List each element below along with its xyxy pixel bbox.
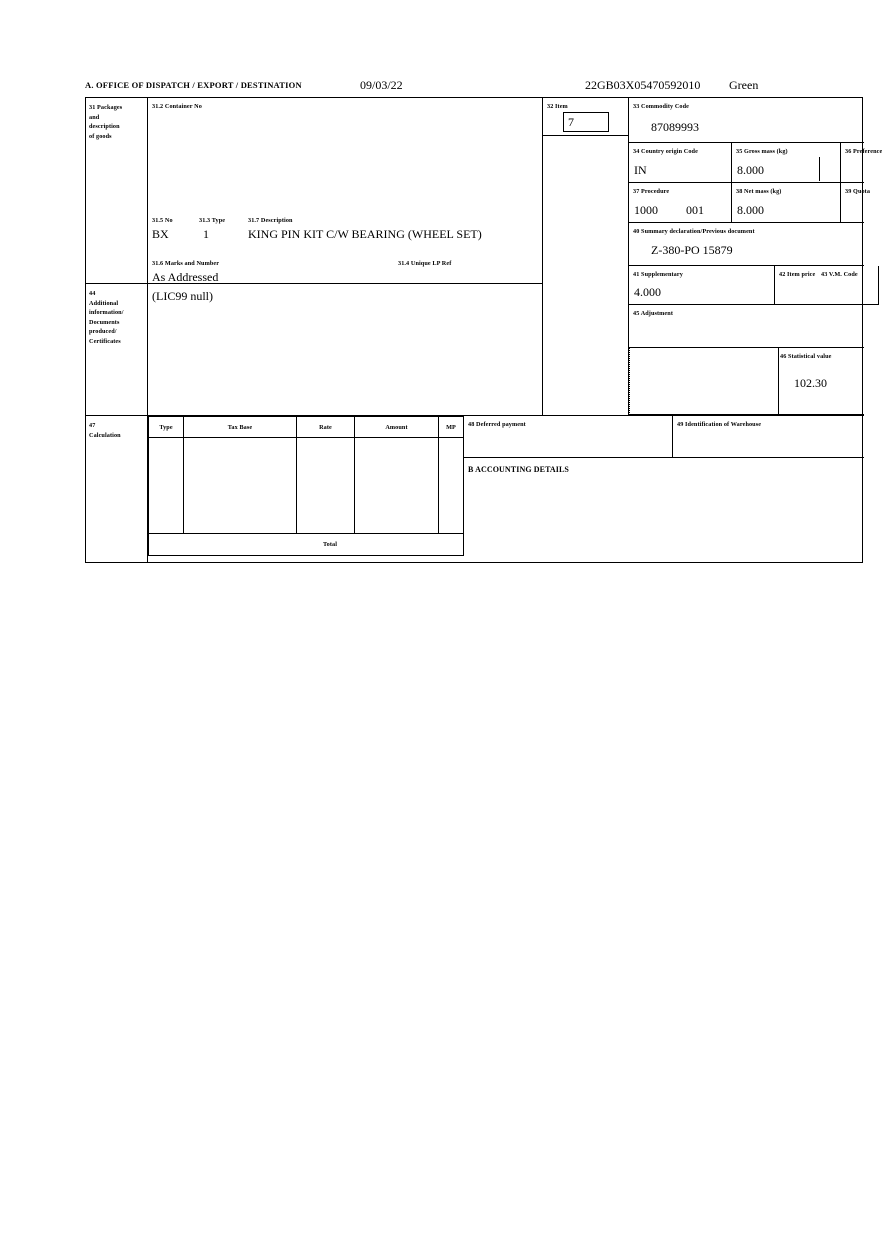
declaration-form-frame — [85, 97, 882, 563]
box-47-col-header-type — [148, 416, 184, 438]
movement-reference-number: 22GB03X05470592010 — [585, 78, 701, 92]
box-47-header-rate-label: Rate — [319, 424, 332, 431]
box-31-label-cell — [86, 98, 148, 283]
box-35-gross-mass — [732, 143, 841, 183]
box-47-col-header-amount — [355, 416, 439, 438]
box-b-label: B ACCOUNTING DETAILS — [468, 465, 569, 474]
container-no-label: 31.2 Container No — [152, 103, 202, 110]
marks-and-number-value: As Addressed — [152, 270, 219, 284]
box-44-label-line-0: 44 — [89, 290, 96, 297]
box-34-value: IN — [634, 163, 647, 177]
box-47-calculation-table — [148, 415, 464, 563]
box-46-left-divider — [778, 348, 779, 415]
box-43-label: 43 V.M. Code — [821, 271, 858, 278]
box-41-value: 4.000 — [634, 285, 661, 299]
box-48-deferred-payment — [464, 415, 673, 458]
box-49-label: 49 Identification of Warehouse — [677, 421, 762, 428]
box-47-header-type-label: Type — [159, 424, 173, 431]
box-47-cell-amount — [355, 438, 439, 534]
box-47-col-header-mp — [439, 416, 464, 438]
box-32-filler — [542, 136, 628, 283]
box-46-label: 46 Statistical value — [780, 353, 832, 360]
package-type-label: 31.3 Type — [199, 217, 226, 224]
box-b-accounting-details — [464, 458, 864, 563]
box-45-label: 45 Adjustment — [633, 310, 673, 317]
box-43-vm-code-cell — [817, 266, 864, 305]
box-33-label: 33 Commodity Code — [633, 103, 690, 110]
box-44-label-cell — [86, 283, 148, 415]
package-no-value: BX — [152, 227, 169, 241]
box-47-header-amount-label: Amount — [385, 424, 408, 431]
box-44-content — [148, 283, 542, 415]
box-47-cell-type — [148, 438, 184, 534]
box-33-commodity-code — [628, 98, 864, 143]
box-31-goods-area — [148, 98, 542, 283]
box-42-label: 42 Item price — [779, 271, 816, 278]
box-44-label-line-4: produced/ — [89, 328, 117, 335]
box-47-label-line-0: 47 — [89, 422, 96, 429]
box-31-label-line-1: and — [89, 113, 100, 121]
box-44-label-line-2: information/ — [89, 309, 124, 316]
box-36-preference — [841, 143, 882, 183]
box-47-label-cell — [86, 415, 148, 563]
box-37-label: 37 Procedure — [633, 188, 670, 195]
box-46-value: 102.30 — [794, 376, 827, 390]
box-47-total-row — [148, 534, 464, 556]
box-45-adjustment — [628, 305, 864, 348]
box-37-procedure — [628, 183, 732, 223]
box-32-item-value: 7 — [568, 115, 574, 129]
box-38-value: 8.000 — [737, 203, 764, 217]
box-40-previous-document — [628, 223, 864, 266]
box-47-cell-rate — [297, 438, 355, 534]
box-47-cell-tax-base — [184, 438, 297, 534]
box-34-country-origin — [628, 143, 732, 183]
box-40-label: 40 Summary declaration/Previous document — [633, 228, 755, 235]
box-44-label-line-5: Certificates — [89, 337, 121, 345]
box-44-label-line-3: Documents — [89, 318, 120, 326]
box-47-total-label: Total — [323, 541, 338, 548]
office-of-dispatch-label: A. OFFICE OF DISPATCH / EXPORT / DESTINATION — [85, 80, 302, 90]
box-47-header-mp-label: MP — [446, 424, 456, 431]
box-38-net-mass — [732, 183, 841, 223]
box-32-label: 32 Item — [547, 103, 568, 110]
box-37-value-b: 001 — [686, 203, 704, 217]
box-44-value: (LIC99 null) — [152, 289, 213, 303]
package-type-value: 1 — [203, 227, 209, 241]
box-40-value: Z-380-PO 15879 — [651, 243, 733, 257]
package-no-label: 31.5 No — [152, 217, 173, 224]
box-41-supplementary — [628, 266, 775, 305]
box-38-label: 38 Net mass (kg) — [736, 188, 782, 195]
box-47-label-line-1: Calculation — [89, 431, 121, 439]
box-46-dotted-divider — [629, 348, 630, 415]
box-36-label: 36 Preference — [845, 148, 882, 155]
goods-description-value: KING PIN KIT C/W BEARING (WHEEL SET) — [248, 227, 482, 241]
box-47-col-header-tax-base — [184, 416, 297, 438]
box-41-label: 41 Supplementary — [633, 271, 683, 278]
box-31-label-line-2: description — [89, 123, 120, 130]
box-32-item-value-cell — [563, 112, 609, 132]
marks-and-number-label: 31.6 Marks and Number — [152, 260, 220, 267]
box-34-label: 34 Country origin Code — [633, 148, 698, 155]
route-lane-status: Green — [729, 78, 759, 92]
box-33-value: 87089993 — [651, 120, 699, 134]
box-35-value: 8.000 — [737, 163, 764, 177]
box-37-value-a: 1000 — [634, 203, 658, 217]
box-44-label-line-1: Additional — [89, 299, 119, 307]
header-row — [85, 80, 863, 94]
box-31-label-line-3: of goods — [89, 132, 112, 140]
box-49-identification-of-warehouse — [673, 415, 864, 458]
box-35-label: 35 Gross mass (kg) — [736, 148, 788, 155]
goods-description-label: 31.7 Description — [248, 217, 293, 224]
box-47-header-tax-base-label: Tax Base — [227, 424, 253, 431]
box-39-quota — [841, 183, 871, 223]
declaration-date: 09/03/22 — [360, 78, 403, 92]
box-39-label: 39 Quota — [845, 188, 871, 195]
box-31-label-line-0: 31 Packages — [89, 104, 123, 111]
box-45-dotted-left-edge — [628, 348, 629, 415]
unique-lp-ref-label: 31.4 Unique LP Ref — [398, 260, 452, 267]
box-35-divider — [819, 157, 820, 181]
box-48-label: 48 Deferred payment — [468, 421, 526, 428]
box-32-item — [542, 98, 628, 136]
box-47-col-header-rate — [297, 416, 355, 438]
box-47-cell-mp — [439, 438, 464, 534]
box-44-right-filler — [542, 283, 628, 415]
box-46-statistical-value — [628, 348, 864, 415]
